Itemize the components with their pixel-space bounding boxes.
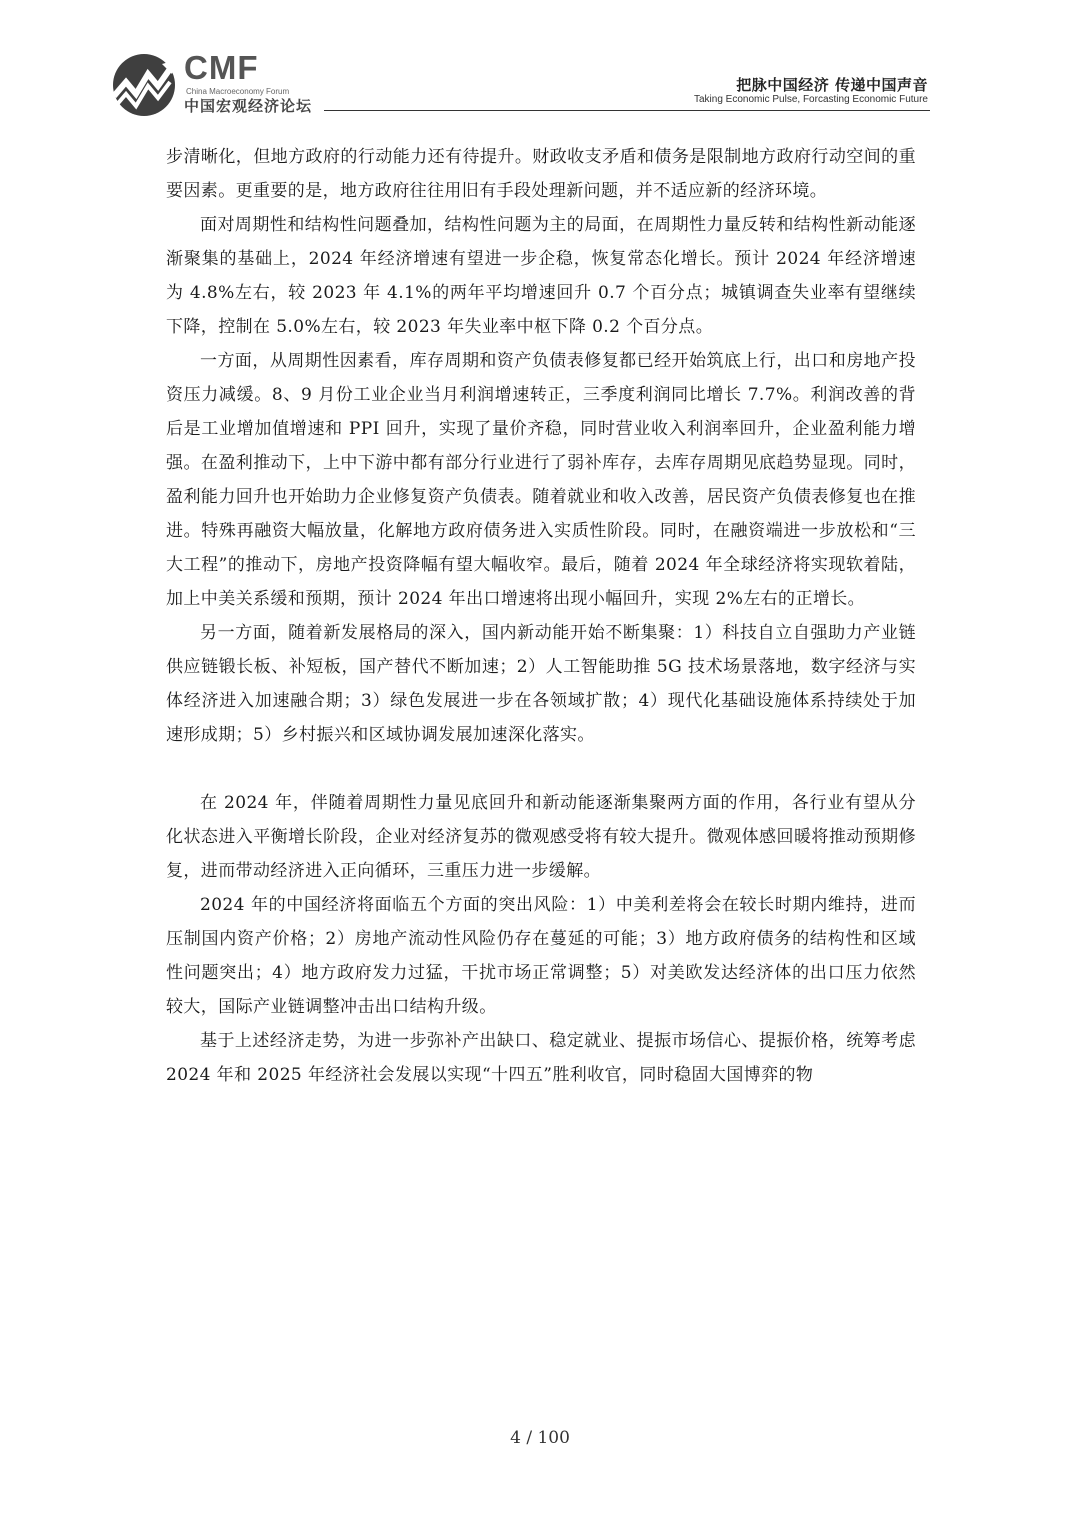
paragraph: 另一方面，随着新发展格局的深入，国内新动能开始不断集聚：1）科技自立自强助力产业链供应链锻长板、补短板，国产替代不断加速；2）人工智能助推 5G 技术场景落地，数字经济与实体经济进入加速融合期；3）绿色发展进一步在各领域扩散；4）现代化基础设施体系持续处于加速形成期；5）乡村振兴和区域协调发展加速深化落实。 [166, 623, 916, 745]
logo-title: CMF [184, 49, 259, 86]
header-divider [324, 110, 930, 111]
paragraph: 基于上述经济走势，为进一步弥补产出缺口、稳定就业、提振市场信心、提振价格，统筹考虑 2024 年和 2025 年经济社会发展以实现“十四五”胜利收官，同时稳固大国博弈的物 [166, 1031, 916, 1085]
paragraph: 在 2024 年，伴随着周期性力量见底回升和新动能逐渐集聚两方面的作用，各行业有望从分化状态进入平衡增长阶段，企业对经济复苏的微观感受将有较大提升。微观体感回暖将推动预期修复，进而带动经济进入正向循环，三重压力进一步缓解。 [166, 793, 916, 881]
slogan-chinese: 把脉中国经济 传递中国声音 [736, 76, 928, 94]
paragraph: 一方面，从周期性因素看，库存周期和资产负债表修复都已经开始筑底上行，出口和房地产投资压力减缓。8、9 月份工业企业当月利润增速转正，三季度利润同比增长 7.7%。利润改善的背后是工业增加值增速和 PPI 回升，实现了量价齐稳，同时营业收入利润率回升，企业盈利能力增强。在盈利推动下，上中下游中都有部分行业进行了弱补库存，去库存周期见底趋势显现。同时，盈利能力回升也开始助力企业修复资产负债表。随着就业和收入改善，居民资产负债表修复也在推进。特殊再融资大幅放量，化解地方政府债务进入实质性阶段。同时，在融资端进一步放松和“三大工程”的推动下，房地产投资降幅有望大幅收窄。最后，随着 2024 年全球经济将实现软着陆，加上中美关系缓和预期，预计 2024 年出口增速将出现小幅回升，实现 2%左右的正增长。 [166, 351, 916, 609]
paragraph-continued: 步清晰化，但地方政府的行动能力还有待提升。财政收支矛盾和债务是限制地方政府行动空间的重要因素。更重要的是，地方政府往往用旧有手段处理新问题，并不适应新的经济环境。 [166, 147, 916, 201]
slogan-english: Taking Economic Pulse, Forcasting Economic Future [694, 94, 928, 105]
page-header [108, 50, 930, 120]
logo-subtitle: China Macroeconomy Forum [186, 87, 290, 96]
paragraph: 面对周期性和结构性问题叠加，结构性问题为主的局面，在周期性力量反转和结构性新动能逐渐聚集的基础上，2024 年经济增速有望进一步企稳，恢复常态化增长。预计 2024 年经济增速为 4.8%左右，较 2023 年 4.1%的两年平均增速回升 0.7 个百分点；城镇调查失业率有望继续下降，控制在 5.0%左右，较 2023 年失业率中枢下降 0.2 个百分点。 [166, 215, 916, 337]
page-number: 4 / 100 [510, 1428, 570, 1448]
logo-chinese-name: 中国宏观经济论坛 [184, 97, 313, 115]
paragraph: 2024 年的中国经济将面临五个方面的突出风险：1）中美利差将会在较长时期内维持，进而压制国内资产价格；2）房地产流动性风险仍存在蔓延的可能；3）地方政府债务的结构性和区域性问题突出；4）地方政府发力过猛，干扰市场正常调整；5）对美欧发达经济体的出口压力依然较大，国际产业链调整冲击出口结构升级。 [166, 895, 916, 1017]
cmf-logo-mark-icon [108, 52, 180, 118]
document-body [166, 140, 916, 1092]
